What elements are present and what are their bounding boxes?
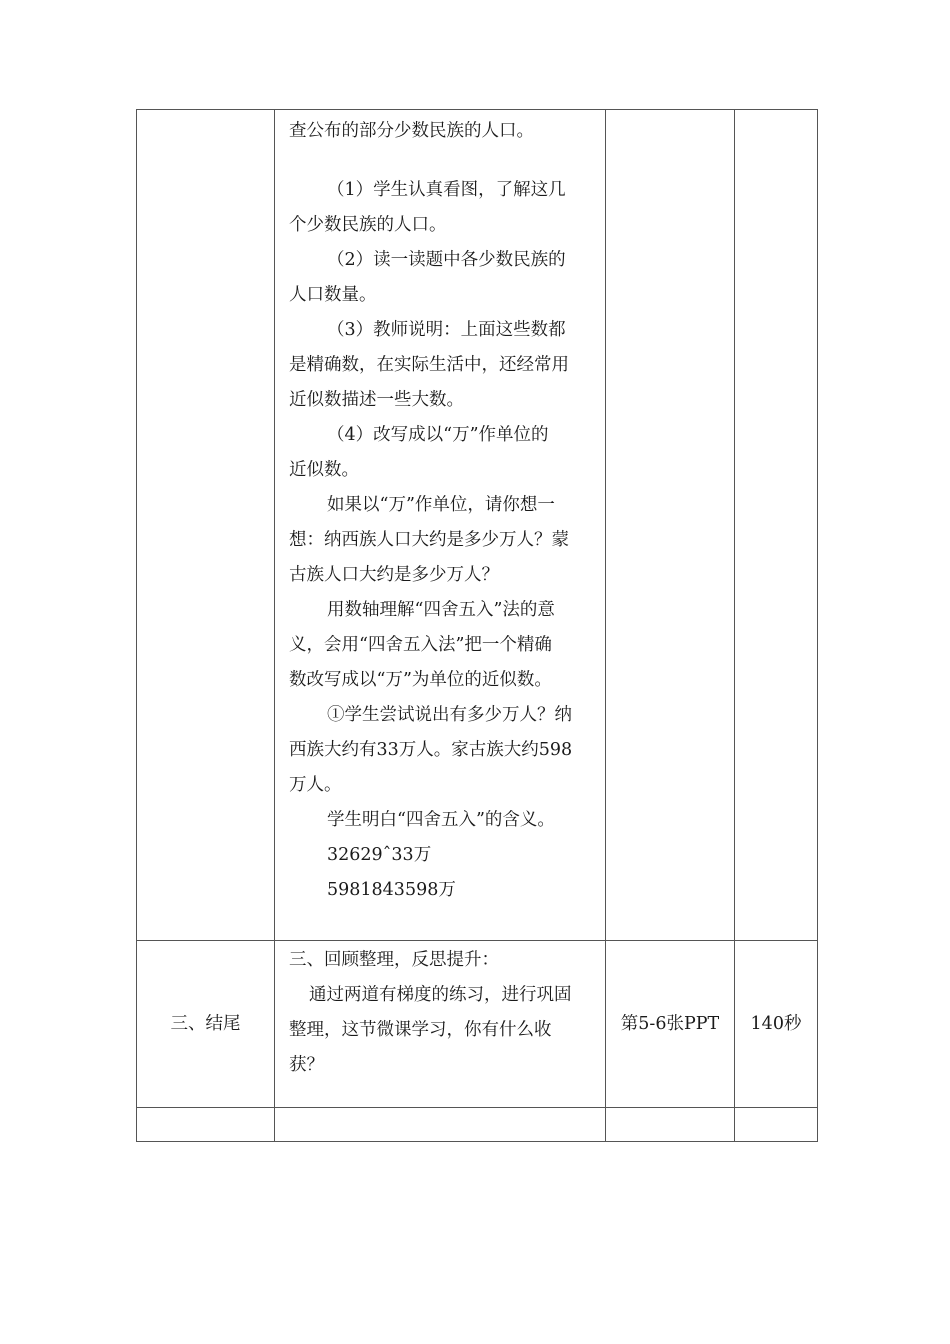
row-1-content-cell: [289, 114, 601, 908]
stage-label: 三、结尾: [170, 1014, 241, 1034]
content-line: 用数轴理解“四舍五入”法的意: [327, 600, 555, 620]
content-line: 如果以“万”作单位，请你想一: [327, 495, 555, 515]
content-line: 义，会用“四舍五入法”把一个精确: [289, 635, 552, 655]
content-line: 古族人口大约是多少万人？: [289, 565, 499, 585]
content-line: 三、回顾整理，反思提升：: [289, 950, 499, 970]
column-divider-2: [605, 109, 606, 1142]
content-line: 获？: [289, 1055, 324, 1075]
time-label: 140秒: [750, 1014, 802, 1034]
content-line: 32629ˆ33万: [327, 845, 432, 865]
content-line: （2）读一读题中各少数民族的: [327, 250, 566, 270]
row-divider-2: [136, 1107, 818, 1108]
content-line: 万人。: [289, 775, 342, 795]
content-line: （1）学生认真看图，了解这几: [327, 180, 566, 200]
content-line: 学生明白“四舍五入”的含义。: [327, 810, 555, 830]
column-divider-1: [274, 109, 275, 1142]
column-divider-3: [734, 109, 735, 1142]
content-line: 人口数量。: [289, 285, 377, 305]
content-line: [289, 149, 601, 173]
content-line: （3）教师说明：上面这些数都: [327, 320, 566, 340]
row-2-resource-cell: [606, 1007, 734, 1042]
content-line: （4）改写成以“万”作单位的: [327, 425, 549, 445]
resource-label: 第5-6张PPT: [620, 1014, 720, 1034]
table-border-left: [136, 109, 137, 1142]
content-line: 想：纳西族人口大约是多少万人？蒙: [289, 530, 569, 550]
content-line: 近似数描述一些大数。: [289, 390, 464, 410]
content-line: 数改写成以“万”为单位的近似数。: [289, 670, 552, 690]
content-line: ①学生尝试说出有多少万人？纳: [327, 705, 572, 725]
content-line: 通过两道有梯度的练习，进行巩固: [309, 985, 572, 1005]
content-line: 5981843598万: [327, 880, 456, 900]
content-line: 是精确数，在实际生活中，还经常用: [289, 355, 569, 375]
table-border-bottom: [136, 1141, 818, 1142]
content-line: 整理，这节微课学习，你有什么收: [289, 1020, 552, 1040]
content-line: 个少数民族的人口。: [289, 215, 447, 235]
row-2-stage-cell: [137, 1007, 274, 1042]
table-border-top: [136, 109, 818, 110]
row-divider-1: [136, 940, 818, 941]
content-line: 西族大约有33万人。家古族大约598: [289, 740, 573, 760]
row-2-time-cell: [735, 1007, 817, 1042]
table-border-right: [817, 109, 818, 1142]
content-line: 查公布的部分少数民族的人口。: [289, 121, 534, 141]
content-line: 近似数。: [289, 460, 359, 480]
row-2-content-cell: [289, 943, 601, 1083]
